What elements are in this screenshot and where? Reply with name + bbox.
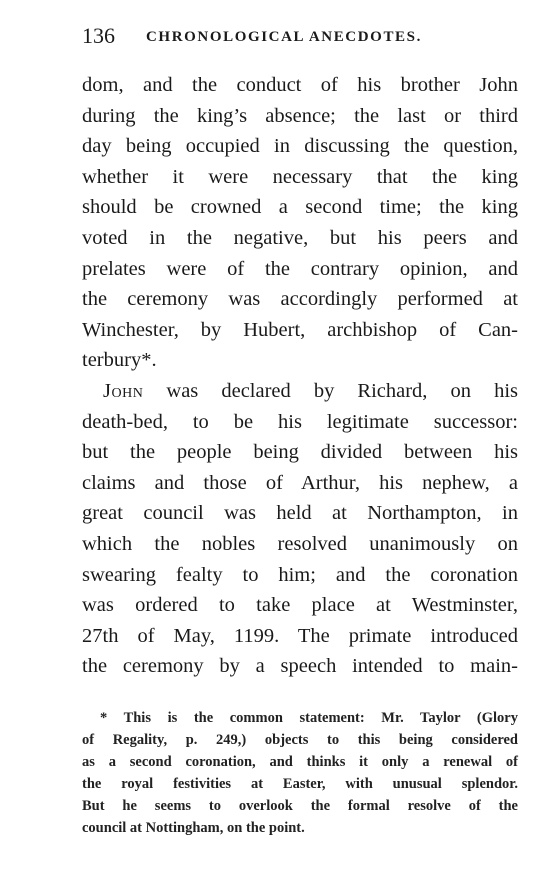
body-text <box>82 70 518 682</box>
text-line: swearing fealty to him; and the coronation <box>82 563 518 586</box>
text-line: the ceremony was accordingly performed at <box>82 288 518 311</box>
text-line: during the king’s absence; the last or third <box>82 104 518 127</box>
footnote-line: * This is the common statement: Mr. Taylor (Glory <box>100 710 518 726</box>
text-line: whether it were necessary that the king <box>82 165 518 188</box>
text-line: claims and those of Arthur, his nephew, a <box>82 471 518 494</box>
page-number: 136 <box>82 23 115 48</box>
paragraph-lead-word: John <box>103 379 144 402</box>
running-title: CHRONOLOGICAL ANECDOTES. <box>146 29 422 45</box>
text-line: great council was held at Northampton, in <box>82 502 518 525</box>
page-header <box>82 24 522 48</box>
footnote-line: the royal festivities at Easter, with unusual splendor. <box>82 776 518 792</box>
text-line: voted in the negative, but his peers and <box>82 226 518 249</box>
text-line: prelates were of the contrary opinion, and <box>82 257 518 280</box>
text-line: was ordered to take place at Westminster, <box>82 594 518 617</box>
text-line: terbury*. <box>82 349 157 372</box>
text-line: day being occupied in discussing the question, <box>82 135 518 158</box>
footnote-line: But he seems to overlook the formal resolve of the <box>82 798 518 814</box>
text-line: 27th of May, 1199. The primate introduced <box>82 624 518 647</box>
footnote-line: of Regality, p. 249,) objects to this being considered <box>82 732 518 748</box>
text-line: should be crowned a second time; the king <box>82 196 518 219</box>
text-line: dom, and the conduct of his brother John <box>82 74 518 96</box>
text-line: which the nobles resolved unanimously on <box>82 532 518 555</box>
text-line: Winchester, by Hubert, archbishop of Can- <box>82 318 518 341</box>
text-line: but the people being divided between his <box>82 441 518 464</box>
text-line: death-bed, to be his legitimate successor: <box>82 410 518 433</box>
paragraph-opening-line <box>82 376 518 407</box>
footnote-line: council at Nottingham, on the point. <box>82 820 305 836</box>
text-run: was declared by Richard, on his <box>143 379 518 402</box>
footnote-line: as a second coronation, and thinks it only a renewal of <box>82 754 518 770</box>
footnote <box>82 707 518 839</box>
text-line: the ceremony by a speech intended to main- <box>82 655 518 678</box>
